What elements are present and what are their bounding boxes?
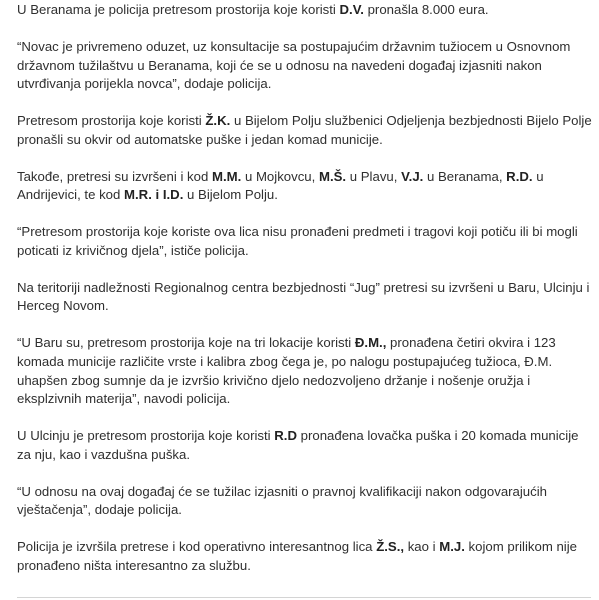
text-run: “Novac je privremeno oduzet, uz konsultacije sa postupajućim državnim tužiocem u Osnovnom državnom tužilaštvu u Beranama, koji će se u odnosu na navedeni događaj izjasniti nakon utvrđivanja porijekla novca”, dodaje policija.	[17, 38, 571, 92]
bold-initials: D.V.	[339, 2, 364, 17]
text-run: u Beranama,	[423, 168, 507, 184]
text-run: pronađena lovačka puška i 20 komada municije za nju, kao i vazdušna puška.	[17, 428, 579, 462]
text-run: Na teritoriji nadležnosti Regionalnog centra bezbjednosti “Jug” pretresi su izvršeni u Baru, Ulcinju i Herceg Novom.	[17, 279, 590, 314]
bold-initials: R.D.	[506, 168, 533, 184]
paragraph	[17, 38, 592, 94]
paragraph	[17, 168, 592, 205]
bold-initials: Ž.K.	[205, 113, 231, 129]
text-run: u Plavu,	[346, 168, 402, 184]
paragraph	[17, 483, 592, 520]
text-run: kao i	[404, 539, 440, 555]
text-run: “U Baru su, pretresom prostorija koje na tri lokacije koristi	[17, 335, 355, 351]
text-run: Policija je izvršila pretrese i kod operativno interesantnog lica	[17, 539, 377, 555]
bold-initials: M.R. i I.D.	[124, 187, 184, 203]
paragraph	[17, 223, 592, 260]
paragraph	[17, 112, 592, 149]
text-run: u Mojkovcu,	[241, 168, 319, 184]
paragraph	[17, 538, 592, 575]
text-run: “Pretresom prostorija koje koriste ova lica nisu pronađeni predmeti i tragovi koji potiču ili bi mogli poticati iz krivičnog djela”, ističe policija.	[17, 224, 578, 258]
text-run: U Beranama je policija pretresom prostorija koje koristi	[17, 2, 340, 17]
bold-initials: Đ.M.,	[354, 335, 387, 351]
paragraph	[17, 1, 592, 20]
text-run: kojom prilikom nije pronađeno ništa interesantno za službu.	[17, 539, 578, 573]
paragraph	[17, 427, 592, 464]
article-body	[17, 1, 592, 594]
text-run: u Bijelom Polju.	[183, 187, 278, 203]
paragraph	[17, 334, 592, 408]
bold-initials: Ž.S.,	[376, 539, 405, 555]
text-run: “U odnosu na ovaj događaj će se tužilac izjasniti o pravnoj kvalifikaciji nakon odgovarajućih vještačenja”, dodaje policija.	[17, 483, 547, 518]
text-run: pronašla 8.000 eura.	[363, 2, 489, 17]
text-run: u Bijelom Polju službenici Odjeljenja bezbjednosti Bijelo Polje pronašli su okvir od automatske puške i jedan komad municije.	[17, 113, 592, 147]
text-run: U Ulcinju je pretresom prostorija koje koristi	[17, 428, 275, 444]
bold-initials: M.M.	[211, 168, 242, 184]
text-run: u Andrijevici, te kod	[17, 168, 544, 203]
text-run: Pretresom prostorija koje koristi	[17, 113, 206, 129]
paragraph	[17, 279, 592, 316]
bold-initials: M.J.	[439, 539, 465, 555]
bold-initials: R.D	[274, 428, 297, 444]
bottom-divider	[17, 597, 591, 598]
text-run: Takođe, pretresi su izvršeni i kod	[17, 168, 212, 184]
bold-initials: V.J.	[401, 168, 424, 184]
bold-initials: M.Š.	[318, 168, 347, 184]
text-run: pronađena četiri okvira i 123 komada municije različite vrste i kalibra zbog čega je, po nalogu postupajućeg tužioca, Đ.M. uhapšen zbog sumnje da je izvršio krivično djelo nedozvoljeno držanje i nošenje oružja i eksplzivnih materija”, navodi policija.	[17, 335, 556, 407]
